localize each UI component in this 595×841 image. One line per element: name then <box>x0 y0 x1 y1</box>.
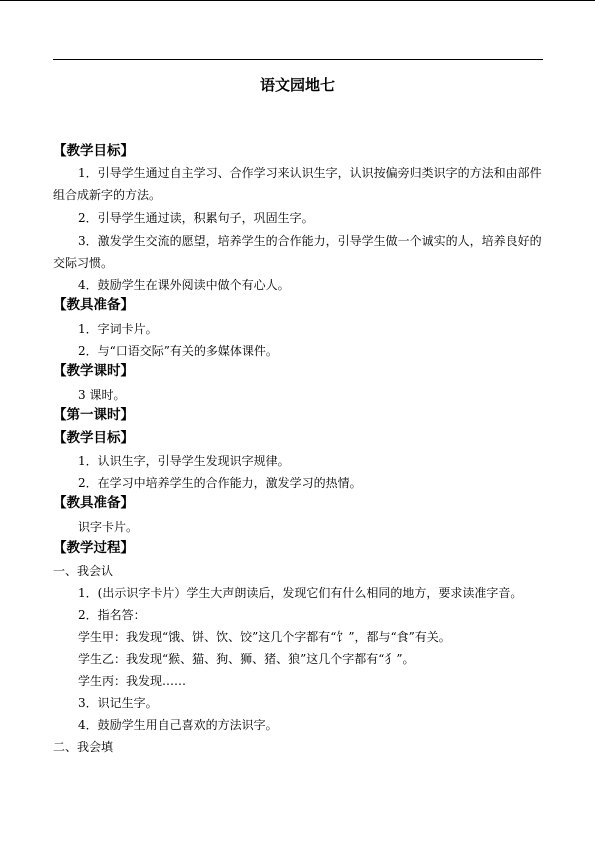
goal-item-1: 1．引导学生通过自主学习、合作学习来认识生字，认识按偏旁归类识字的方法和由部件 <box>78 166 542 180</box>
process-step-1: 1．(出示识字卡片）学生大声朗读后，发现它们有什么相同的地方，要求读准字音。 <box>78 586 523 600</box>
heading-first-lesson: 【第一课时】 <box>53 407 134 423</box>
lesson-goal-1: 1．认识生字，引导学生发现识字规律。 <box>78 454 290 468</box>
process-step-3: 3．识记生字。 <box>78 696 158 710</box>
class-hours-text: 3 课时。 <box>78 388 126 402</box>
heading-lesson-goals: 【教学目标】 <box>53 430 134 446</box>
process-part-1: 一、我会认 <box>53 564 114 578</box>
process-step-4: 4．鼓励学生用自己喜欢的方法识字。 <box>78 718 278 732</box>
header-rule <box>53 59 543 60</box>
lesson-aid-text: 识字卡片。 <box>78 520 139 534</box>
student-answer-b: 学生乙：我发现“猴、猫、狗、狮、猪、狼”这几个字都有“犭”。 <box>78 652 415 666</box>
process-step-2: 2．指名答： <box>78 608 146 622</box>
heading-teaching-process: 【教学过程】 <box>53 540 134 556</box>
student-answer-c: 学生丙：我发现…… <box>78 674 187 688</box>
goal-item-4: 4．鼓励学生在课外阅读中做个有心人。 <box>78 278 290 292</box>
goal-item-2: 2．引导学生通过读，积累句子，巩固生字。 <box>78 211 314 225</box>
student-answer-a: 学生甲：我发现“饿、饼、饮、饺”这几个字都有“饣”，都与“食”有关。 <box>78 630 451 644</box>
top-border <box>0 0 595 1</box>
process-part-2: 二、我会填 <box>53 740 114 754</box>
aid-item-1: 1．字词卡片。 <box>78 322 158 336</box>
goal-item-3-cont: 交际习惯。 <box>53 256 114 270</box>
goal-item-1-cont: 组合成新字的方法。 <box>53 188 162 202</box>
lesson-goal-2: 2．在学习中培养学生的合作能力，激发学习的热情。 <box>78 476 362 490</box>
heading-class-hours: 【教学课时】 <box>53 363 134 379</box>
goal-item-3: 3．激发学生交流的愿望，培养学生的合作能力，引导学生做一个诚实的人，培养良好的 <box>78 234 542 248</box>
heading-teaching-aids: 【教具准备】 <box>53 297 134 313</box>
heading-lesson-aids: 【教具准备】 <box>53 495 134 511</box>
aid-item-2: 2．与“口语交际”有关的多媒体课件。 <box>78 344 278 358</box>
page-title: 语文园地七 <box>259 76 335 94</box>
heading-teaching-goals: 【教学目标】 <box>53 143 134 159</box>
